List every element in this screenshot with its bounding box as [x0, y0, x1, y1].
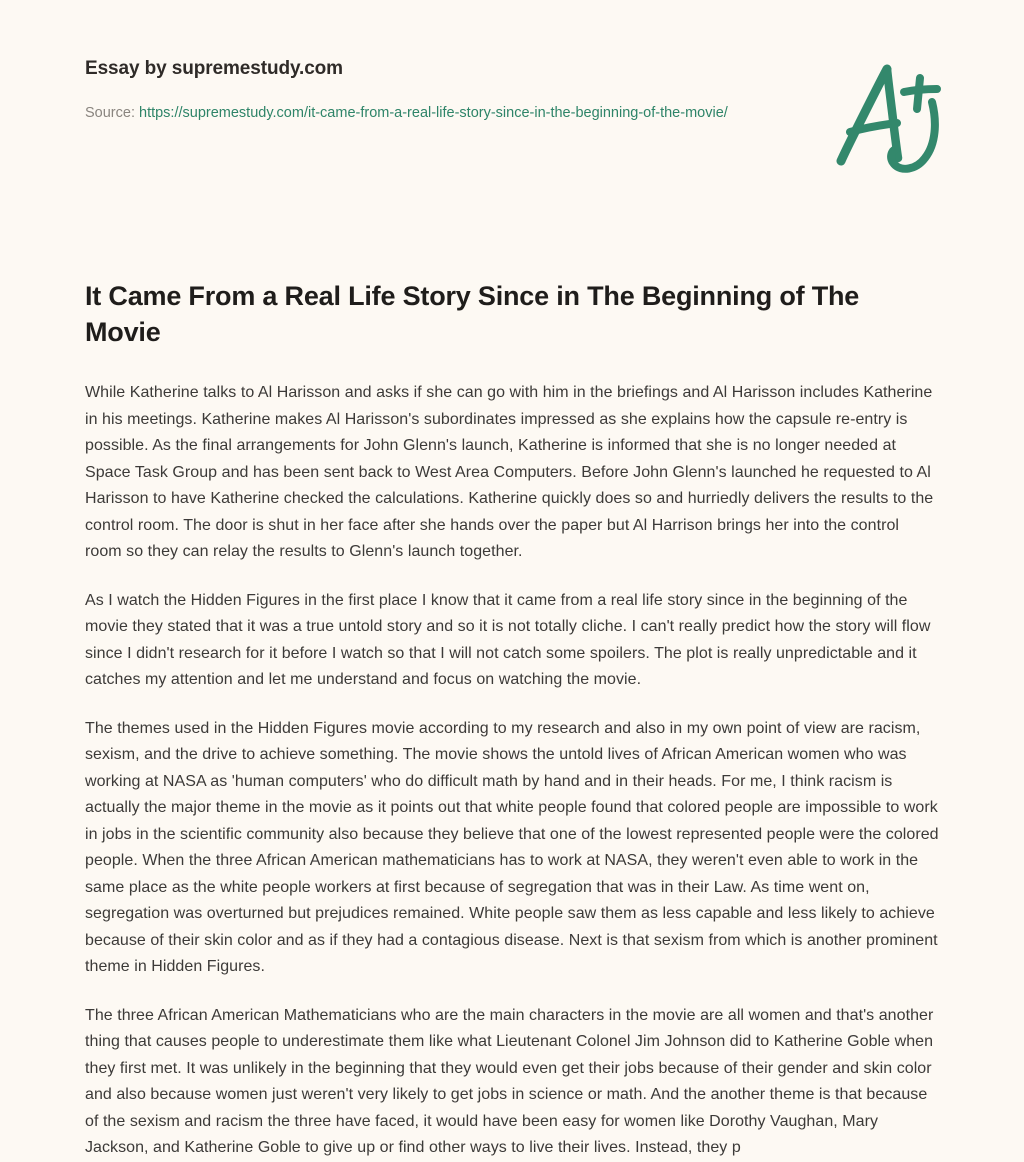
- brand-attribution: Essay by supremestudy.com: [85, 58, 343, 79]
- article-body: [85, 380, 939, 1162]
- page-header: [85, 0, 939, 186]
- a-plus-logo-icon: [819, 52, 959, 182]
- page-title: It Came From a Real Life Story Since in The Beginning of The Movie: [85, 281, 860, 347]
- source-label: Source:: [85, 105, 139, 121]
- article-paragraph: The three African American Mathematicians who are the main characters in the movie are all women and that's another thing that causes people to underestimate them like what Lieutenant Colonel Jim Johnson did to Katherine Goble when they first met. It was unlikely in the beginning that they would even get their jobs because of their gender and skin color and also because women just weren't very likely to get jobs in science or math. And the another theme is that because of the sexism and racism the three have faced, it would have been easy for women like Dorothy Vaughan, Mary Jackson, and Katherine Goble to give up or find other ways to live their lives. Instead, they p: [85, 1006, 934, 1156]
- source-line: [85, 100, 775, 126]
- article-paragraph: While Katherine talks to Al Harisson and asks if she can go with him in the briefings and Al Harisson includes Katherine in his meetings. Katherine makes Al Harisson's subordinates impressed as she explains how the capsule re-entry is possible. As the final arrangements for John Glenn's launch, Katherine is informed that she is no longer needed at Space Task Group and has been sent back to West Area Computers. Before John Glenn's launched he requested to Al Harisson to have Katherine checked the calculations. Katherine quickly does so and hurriedly delivers the results to the control room. The door is shut in her face after she hands over the paper but Al Harrison brings her into the control room so they can relay the results to Glenn's launch together.: [85, 384, 934, 560]
- article-paragraph: The themes used in the Hidden Figures movie according to my research and also in my own point of view are racism, sexism, and the drive to achieve something. The movie shows the untold lives of African American women who was working at NASA as 'human computers' who do difficult math by hand and in their heads. For me, I think racism is actually the major theme in the movie as it points out that white people found that colored people are impossible to work in jobs in the scientific community also because they believe that one of the lowest represented people were the colored people. When the three African American mathematicians has to work at NASA, they weren't even able to work in the same place as the white people workers at first because of segregation that was in their Law. As time went on, segregation was overturned but prejudices remained. White people saw them as less capable and less likely to achieve because of their skin color and as if they had a contagious disease. Next is that sexism from which is another prominent theme in Hidden Figures.: [85, 719, 939, 975]
- article-paragraph: As I watch the Hidden Figures in the first place I know that it came from a real life story since in the beginning of the movie they stated that it was a true untold story and so it is not totally cliche. I can't really predict how the story will flow since I didn't research for it before I watch so that I will not catch some spoilers. The plot is really unpredictable and it catches my attention and let me understand and focus on watching the movie.: [85, 591, 931, 688]
- source-url-link[interactable]: https://supremestudy.com/it-came-from-a-real-life-story-since-in-the-beginning-of-the-movie/: [139, 105, 728, 121]
